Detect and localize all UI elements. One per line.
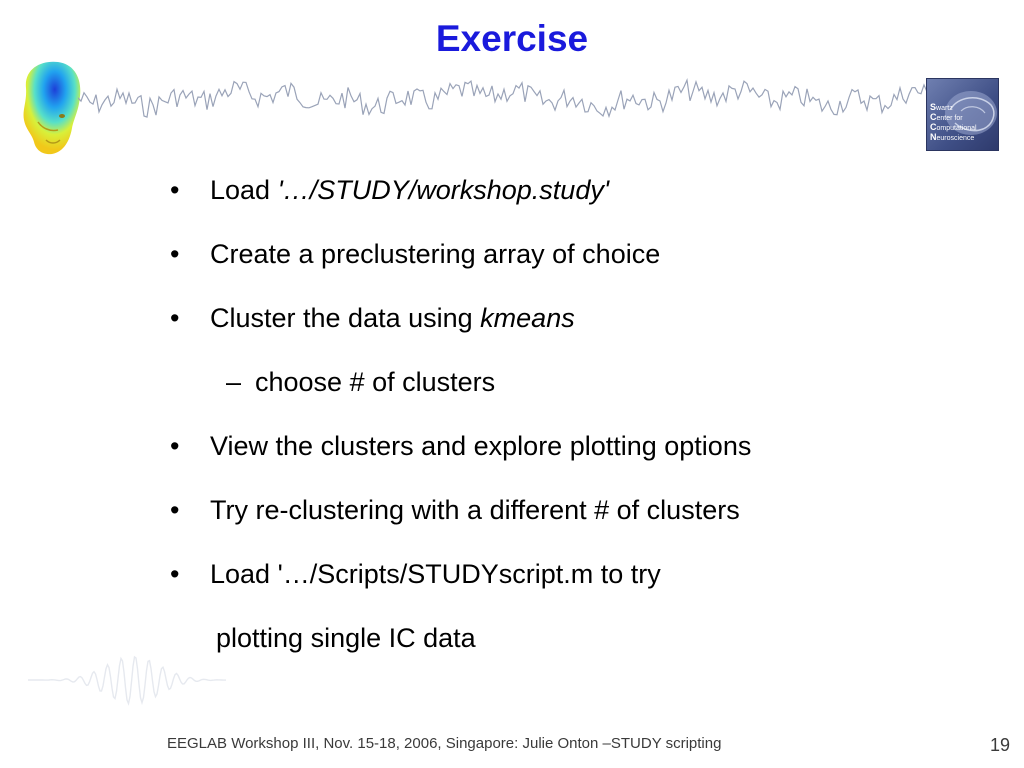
bullet-marker: • (170, 239, 180, 269)
bullet-text: Load '…/STUDY/workshop.study' (210, 175, 609, 205)
logo-line-3: Computational (930, 122, 977, 132)
bullet-marker: • (170, 431, 180, 461)
bullet-text: Cluster the data using kmeans (210, 303, 575, 333)
bullet-text: View the clusters and explore plotting options (210, 431, 752, 461)
logo-line-2: Center for (930, 112, 963, 122)
sub-bullet-marker: – (226, 367, 242, 397)
sub-bullet-text: choose # of clusters (255, 367, 496, 397)
slide-footer: EEGLAB Workshop III, Nov. 15-18, 2006, Singapore: Julie Onton –STUDY scripting (167, 735, 722, 752)
bullet-text: Try re-clustering with a different # of clusters (210, 495, 740, 525)
bullet-marker: • (170, 495, 180, 525)
bullet-marker: • (170, 559, 180, 589)
bullet-text: Create a preclustering array of choice (210, 239, 661, 269)
logo-line-1: Swartz (930, 102, 953, 112)
bullet-marker: • (170, 303, 180, 333)
slide-title: Exercise (435, 18, 589, 59)
page-number: 19 (989, 735, 1010, 755)
faint-wave-decoration (28, 652, 226, 708)
bullet-text: plotting single IC data (216, 623, 476, 653)
logo-line-4: Neuroscience (930, 132, 975, 142)
bullet-marker: • (170, 175, 180, 205)
bullet-text: Load '…/Scripts/STUDYscript.m to try (210, 559, 661, 589)
